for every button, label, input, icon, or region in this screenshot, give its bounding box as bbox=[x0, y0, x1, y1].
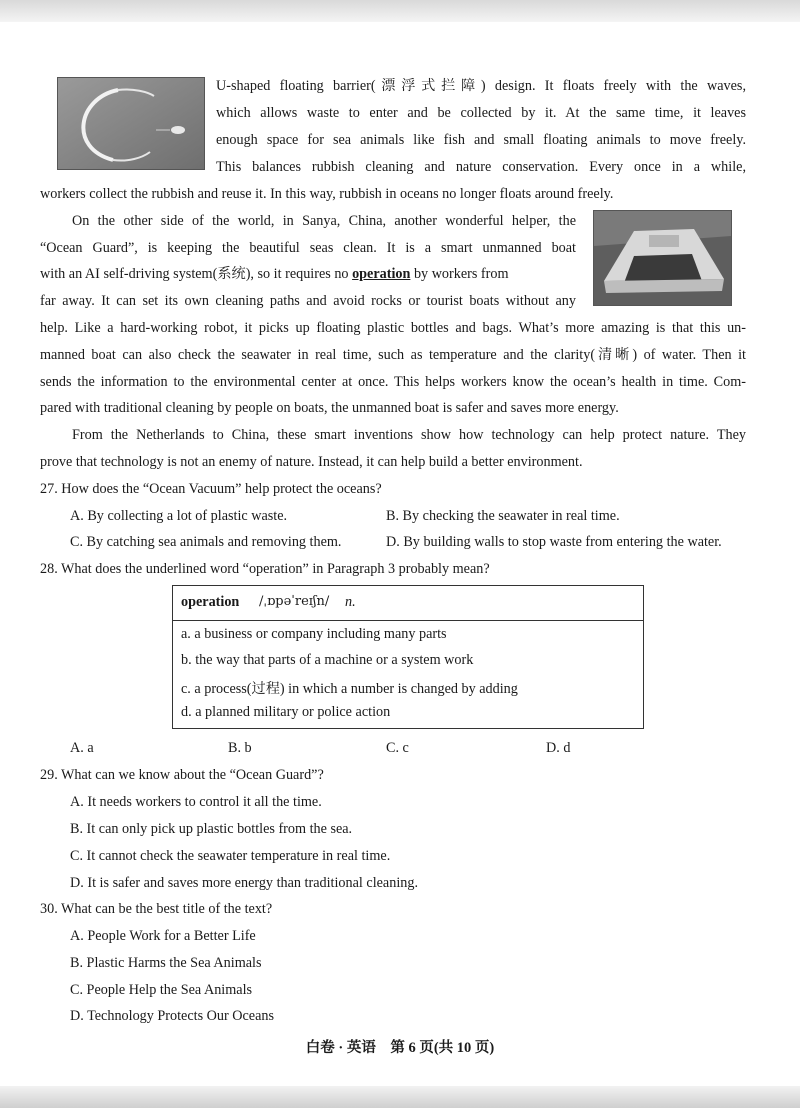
q29-option-d[interactable]: D. It is safer and saves more energy than traditional cleaning. bbox=[70, 875, 419, 891]
q30-option-d[interactable]: D. Technology Protects Our Oceans bbox=[70, 1008, 275, 1024]
para3-line: far away. It can set its own cleaning paths and avoid rocks or tourist boats without any bbox=[40, 293, 576, 309]
question-28-stem: 28. What does the underlined word “operation” in Paragraph 3 probably mean? bbox=[40, 561, 490, 577]
para4-line: From the Netherlands to China, these smart inventions show how technology can help protect nature. They bbox=[72, 427, 746, 443]
q30-option-b[interactable]: B. Plastic Harms the Sea Animals bbox=[70, 955, 262, 971]
underlined-word: operation bbox=[352, 266, 411, 282]
para3-line: “Ocean Guard”, is keeping the beautiful seas clean. It is a smart unmanned boat bbox=[40, 240, 576, 256]
ocean-guard-photo bbox=[593, 210, 732, 306]
para3-line bbox=[40, 265, 576, 283]
dictionary-entry-header bbox=[173, 586, 643, 621]
q29-option-b[interactable]: B. It can only pick up plastic bottles from the sea. bbox=[70, 821, 353, 837]
question-27-stem: 27. How does the “Ocean Vacuum” help protect the oceans? bbox=[40, 481, 382, 497]
para2-line: which allows waste to enter and be collected by it. At the same time, it leaves bbox=[216, 105, 746, 121]
para2-line: This balances rubbish cleaning and nature conservation. Every once in a while, bbox=[216, 159, 746, 175]
q29-option-a[interactable]: A. It needs workers to control it all the time. bbox=[70, 794, 322, 810]
para2-line: workers collect the rubbish and reuse it. In this way, rubbish in oceans no longer floats around freely. bbox=[40, 186, 614, 202]
q30-option-c[interactable]: C. People Help the Sea Animals bbox=[70, 982, 253, 998]
para3-text: with an AI self-driving system(系统), so it requires no bbox=[40, 266, 353, 282]
dictionary-part-of-speech: n. bbox=[345, 594, 356, 610]
q27-option-b[interactable]: B. By checking the seawater in real time. bbox=[386, 508, 620, 524]
dictionary-definition: d. a planned military or police action bbox=[181, 704, 391, 720]
para4-line: prove that technology is not an enemy of nature. Instead, it can help build a better environment. bbox=[40, 454, 583, 470]
ocean-vacuum-photo bbox=[57, 77, 205, 170]
dictionary-headword: operation bbox=[181, 594, 240, 610]
dictionary-entry-box bbox=[172, 585, 644, 729]
dictionary-definition: c. a process(过程) in which a number is changed by adding bbox=[181, 681, 518, 697]
para3-line: sends the information to the environmental center at once. This helps workers know the ocean’s health in time. Com- bbox=[40, 374, 746, 390]
para3-line: manned boat can also check the seawater in real time, such as temperature and the clarity(清晰) of water. Then it bbox=[40, 347, 746, 363]
q28-option-a[interactable]: A. a bbox=[70, 740, 94, 756]
q28-option-d[interactable]: D. d bbox=[546, 740, 571, 756]
dictionary-pronunciation: /ˌɒpəˈreɪʃn/ bbox=[259, 594, 330, 609]
question-29-stem: 29. What can we know about the “Ocean Guard”? bbox=[40, 767, 324, 783]
q27-option-c[interactable]: C. By catching sea animals and removing them. bbox=[70, 534, 342, 550]
para3-text: by workers from bbox=[410, 266, 509, 282]
q29-option-c[interactable]: C. It cannot check the seawater temperature in real time. bbox=[70, 848, 391, 864]
para3-line: On the other side of the world, in Sanya, China, another wonderful helper, the bbox=[72, 213, 576, 229]
q28-option-c[interactable]: C. c bbox=[386, 740, 409, 756]
question-30-stem: 30. What can be the best title of the text? bbox=[40, 901, 273, 917]
q30-option-a[interactable]: A. People Work for a Better Life bbox=[70, 928, 256, 944]
page-footer: 白卷 · 英语 第 6 页(共 10 页) bbox=[305, 1040, 495, 1056]
q27-option-a[interactable]: A. By collecting a lot of plastic waste. bbox=[70, 508, 288, 524]
q27-option-d[interactable]: D. By building walls to stop waste from entering the water. bbox=[386, 534, 722, 550]
dictionary-definition: a. a business or company including many parts bbox=[181, 626, 447, 642]
q28-option-b[interactable]: B. b bbox=[228, 740, 252, 756]
para3-line: pared with traditional cleaning by people on boats, the unmanned boat is safer and saves more energy. bbox=[40, 400, 619, 416]
scan-top-edge bbox=[0, 0, 800, 22]
scan-bottom-edge bbox=[0, 1086, 800, 1108]
para2-line: U-shaped floating barrier(漂浮式拦障) design. It floats freely with the waves, bbox=[216, 78, 746, 94]
dictionary-definition: b. the way that parts of a machine or a system work bbox=[181, 652, 474, 668]
para2-line: enough space for sea animals like fish and small floating animals to move freely. bbox=[216, 132, 746, 148]
para3-line: help. Like a hard-working robot, it picks up floating plastic bottles and bags. What’s more amazing is that this un- bbox=[40, 320, 746, 336]
